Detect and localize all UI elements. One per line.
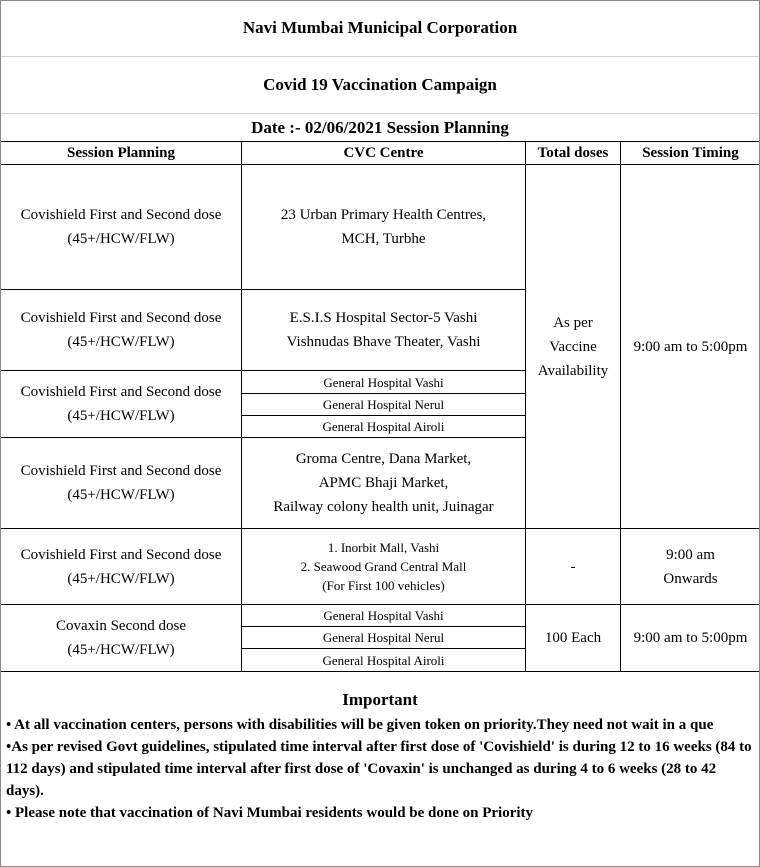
table-row	[1, 165, 760, 290]
column-header: Session Timing	[621, 142, 760, 165]
important-section	[0, 672, 760, 867]
table-row	[1, 529, 760, 605]
session-timing-cell: 9:00 am Onwards	[621, 529, 760, 605]
centre-cell: E.S.I.S Hospital Sector-5 Vashi Vishnudas Bhave Theater, Vashi	[242, 290, 526, 371]
organization-title: Navi Mumbai Municipal Corporation	[0, 0, 760, 57]
session-cell: Covishield First and Second dose (45+/HCW/FLW)	[1, 438, 242, 529]
table-header-row	[1, 142, 760, 165]
session-cell: Covishield First and Second dose (45+/HCW/FLW)	[1, 290, 242, 371]
total-doses-cell: 100 Each	[526, 605, 621, 672]
total-doses-cell: -	[526, 529, 621, 605]
total-doses-merged: As per Vaccine Availability	[526, 165, 621, 529]
centre-cell: General Hospital Airoli	[242, 649, 526, 672]
centre-cell: General Hospital Nerul	[242, 394, 526, 416]
session-cell: Covishield First and Second dose (45+/HCW/FLW)	[1, 371, 242, 438]
centre-cell: General Hospital Vashi	[242, 605, 526, 627]
session-timing-cell: 9:00 am to 5:00pm	[621, 605, 760, 672]
important-point: • Please note that vaccination of Navi Mumbai residents would be done on Priority	[6, 805, 534, 821]
date-line: Date :- 02/06/2021 Session Planning	[251, 117, 509, 137]
column-header: Total doses	[526, 142, 621, 165]
column-header: Session Planning	[1, 142, 242, 165]
session-cell: Covishield First and Second dose (45+/HCW/FLW)	[1, 529, 242, 605]
important-point: •As per revised Govt guidelines, stipulated time interval after first dose of 'Covishield' is during 12 to 16 weeks (84 to 112 days) and stipulated time interval after first dose of 'Covaxin' is unchanged as during 4 to 6 weeks (28 to 42 days).	[6, 739, 752, 799]
important-point: • At all vaccination centers, persons with disabilities will be given token on priority.They need not wait in a que	[6, 717, 714, 733]
campaign-title: Covid 19 Vaccination Campaign	[0, 57, 760, 114]
important-title: Important	[342, 690, 418, 709]
centre-cell: Groma Centre, Dana Market, APMC Bhaji Market, Railway colony health unit, Juinagar	[242, 438, 526, 529]
centre-cell: General Hospital Airoli	[242, 416, 526, 438]
session-table	[0, 141, 760, 672]
table-row	[1, 605, 760, 627]
centre-cell: 23 Urban Primary Health Centres, MCH, Turbhe	[242, 165, 526, 290]
column-header: CVC Centre	[242, 142, 526, 165]
session-timing-merged: 9:00 am to 5:00pm	[621, 165, 760, 529]
centre-cell: 1. Inorbit Mall, Vashi 2. Seawood Grand Central Mall (For First 100 vehicles)	[242, 529, 526, 605]
session-cell: Covaxin Second dose (45+/HCW/FLW)	[1, 605, 242, 672]
session-cell: Covishield First and Second dose (45+/HCW/FLW)	[1, 165, 242, 290]
centre-cell: General Hospital Nerul	[242, 627, 526, 649]
centre-cell: General Hospital Vashi	[242, 371, 526, 394]
